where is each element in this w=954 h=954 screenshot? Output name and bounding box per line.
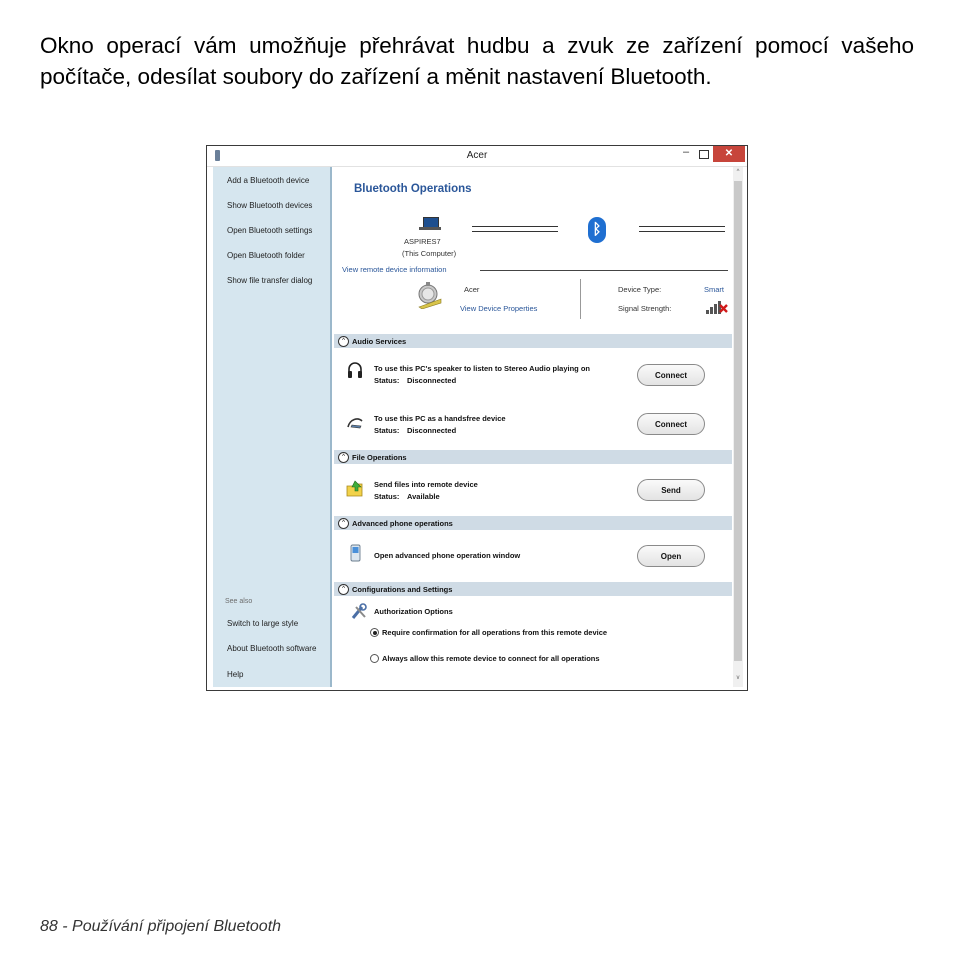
sidebar-item-file-transfer[interactable]: Show file transfer dialog	[227, 276, 313, 285]
laptop-base-icon	[419, 227, 441, 230]
bluetooth-icon: ᛒ	[588, 217, 606, 243]
window-title: Acer	[466, 150, 488, 161]
send-status-label: Status:	[374, 492, 400, 501]
sidebar-item-about[interactable]: About Bluetooth software	[227, 644, 317, 653]
folder-send-icon	[346, 480, 364, 498]
minimize-button[interactable]: –	[682, 146, 690, 158]
authorization-options-label: Authorization Options	[374, 607, 453, 616]
collapse-chevron-icon[interactable]: ^	[338, 518, 349, 529]
handsfree-status-value: Disconnected	[407, 426, 457, 435]
connect-handsfree-button[interactable]: Connect	[637, 413, 705, 435]
sidebar-item-open-settings[interactable]: Open Bluetooth settings	[227, 226, 313, 235]
sidebar-item-help[interactable]: Help	[227, 670, 244, 679]
computer-subtitle: (This Computer)	[402, 249, 457, 258]
device-info-separator	[580, 279, 581, 319]
handsfree-status	[374, 426, 456, 435]
sidebar-item-add-device[interactable]: Add a Bluetooth device	[227, 176, 310, 185]
signal-strength-icon	[706, 300, 728, 314]
section-file-operations[interactable]	[334, 450, 732, 464]
connection-line-right	[639, 226, 725, 232]
see-also-label: See also	[225, 598, 253, 605]
main-panel	[332, 167, 732, 687]
scroll-down-arrow[interactable]: v	[736, 675, 740, 681]
open-phone-window-button[interactable]: Open	[637, 545, 705, 567]
smartwatch-device-icon	[416, 281, 442, 309]
stereo-status-label: Status:	[374, 376, 400, 385]
collapse-chevron-icon[interactable]: ^	[338, 584, 349, 595]
view-device-properties-link[interactable]: View Device Properties	[460, 304, 538, 313]
stereo-status	[374, 376, 456, 385]
headset-icon	[346, 413, 364, 431]
section-audio-services[interactable]	[334, 334, 732, 348]
remote-info-divider	[480, 270, 728, 271]
radio-require-label[interactable]: Require confirmation for all operations from this remote device	[382, 628, 608, 637]
scrollbar-thumb[interactable]	[734, 181, 742, 661]
signal-strength-label: Signal Strength:	[618, 304, 672, 313]
sidebar-item-large-style[interactable]: Switch to large style	[227, 619, 299, 628]
handsfree-text: To use this PC as a handsfree device	[374, 414, 506, 423]
view-remote-info-link[interactable]: View remote device information	[342, 265, 447, 274]
title-bar[interactable]	[207, 146, 747, 167]
device-name: Acer	[464, 285, 480, 294]
stereo-status-value: Disconnected	[407, 376, 457, 385]
section-phone-operations[interactable]	[334, 516, 732, 530]
section-file-label: File Operations	[352, 453, 407, 462]
send-status	[374, 492, 440, 501]
device-type-value: Smart	[704, 285, 725, 294]
phone-window-text: Open advanced phone operation window	[374, 551, 521, 560]
mobile-phone-icon	[346, 544, 364, 562]
section-configurations[interactable]	[334, 582, 732, 596]
sidebar	[213, 167, 330, 687]
page-footer: 88 - Používání připojení Bluetooth	[40, 918, 282, 935]
connect-stereo-button[interactable]: Connect	[637, 364, 705, 386]
device-type-label: Device Type:	[618, 285, 662, 294]
radio-always-label[interactable]: Always allow this remote device to connect for all operations	[382, 654, 600, 663]
maximize-icon	[699, 150, 709, 159]
radio-always-allow[interactable]	[370, 654, 379, 663]
maximize-button[interactable]	[695, 146, 713, 162]
bluetooth-window	[206, 145, 748, 691]
section-audio-label: Audio Services	[352, 337, 407, 346]
connection-line-left	[472, 226, 558, 232]
send-status-value: Available	[407, 492, 440, 501]
collapse-chevron-icon[interactable]: ^	[338, 336, 349, 347]
section-config-label: Configurations and Settings	[352, 585, 453, 594]
stereo-audio-text: To use this PC's speaker to listen to Stereo Audio playing on	[374, 364, 590, 373]
section-phone-label: Advanced phone operations	[352, 519, 453, 528]
headphones-icon	[346, 361, 364, 379]
sidebar-item-open-folder[interactable]: Open Bluetooth folder	[227, 251, 305, 260]
collapse-chevron-icon[interactable]: ^	[338, 452, 349, 463]
send-button[interactable]: Send	[637, 479, 705, 501]
computer-name: ASPIRES7	[404, 237, 441, 246]
handsfree-status-label: Status:	[374, 426, 400, 435]
scroll-up-arrow[interactable]: ^	[736, 169, 740, 175]
authorization-tools-icon	[350, 603, 368, 621]
page-title: Bluetooth Operations	[354, 183, 472, 195]
radio-require-confirmation[interactable]	[370, 628, 379, 637]
sidebar-item-show-devices[interactable]: Show Bluetooth devices	[227, 201, 313, 210]
close-button[interactable]: ✕	[713, 146, 745, 162]
intro-paragraph: Okno operací vám umožňuje přehrávat hudbu a zvuk ze zařízení pomocí vašeho počítače, odesílat soubory do zařízení a měnit nastavení Bluetooth.	[40, 33, 914, 89]
send-files-text: Send files into remote device	[374, 480, 478, 489]
vertical-scrollbar[interactable]	[733, 167, 743, 687]
